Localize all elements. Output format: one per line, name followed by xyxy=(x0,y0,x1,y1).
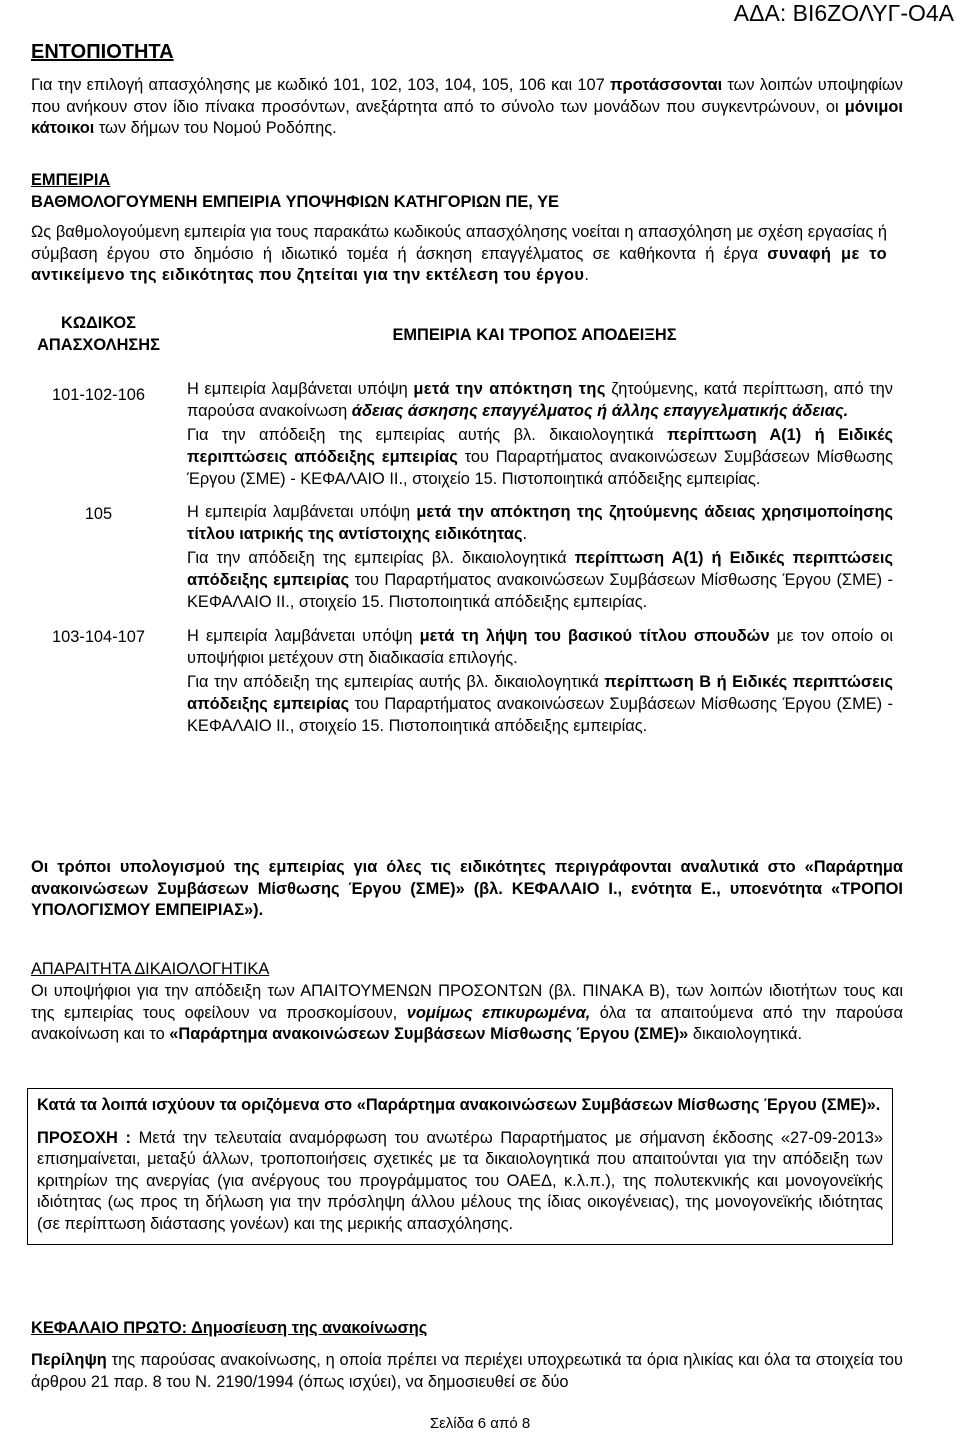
text-span-bold: μόνιμοι κάτοικοι xyxy=(31,97,903,138)
summary-paragraph: Οι τρόποι υπολογισμού της εμπειρίας για όλες τις ειδικότητες περιγράφονται αναλυτικά στο «Παράρτημα ανακοινώσεων Συμβάσεων Μίσθωσης Έργου (ΣΜΕ)» (βλ. ΚΕΦΑΛΑΙΟ Ι., ενότητα Ε., υποενότητα «ΤΡΟΠΟΙ ΥΠΟΛΟΓΙΣΜΟΥ ΕΜΠΕΙΡΙΑΣ»). xyxy=(31,858,903,920)
text-span: όλα τα απαιτούμενα από την παρούσα ανακοίνωση και το xyxy=(31,1003,903,1044)
row-description xyxy=(176,613,893,737)
text-span-bold: περίπτωση Β ή Ειδικές περιπτώσεις απόδειξης εμπειρίας xyxy=(187,673,894,713)
text-span-bold: περίπτωση Α(1) ή Ειδικές περιπτώσεις απόδειξης εμπειρίας xyxy=(187,426,893,466)
text-span-bold: μετά την απόκτηση της ζητούμενης άδειας χρησιμοποίησης τίτλου ιατρικής της αντίστοιχης ειδικότητας xyxy=(187,503,894,543)
text-span: του Παραρτήματος ανακοινώσεων Συμβάσεων Μίσθωσης Έργου (ΣΜΕ) - ΚΕΦΑΛΑΙΟ ΙΙ., στοιχείο 15. Πιστοποιητικά απόδειξης εμπειρίας. xyxy=(187,570,893,611)
table-row xyxy=(21,366,893,490)
column-header-code-label: ΚΩΔΙΚΟΣ ΑΠΑΣΧΟΛΗΣΗΣ xyxy=(37,314,160,354)
row-requirement xyxy=(187,379,893,422)
column-header-code xyxy=(21,313,176,366)
text-span-bold-italic: νομίμως επικυρωμένα, xyxy=(406,1003,591,1022)
text-span: Για την επιλογή απασχόλησης με κωδικό 101, 102, 103, 104, 105, 106 και 107 xyxy=(31,76,610,94)
table-row xyxy=(21,490,893,613)
text-span-bold: Περίληψη xyxy=(31,1351,107,1369)
row-requirement xyxy=(187,626,893,669)
text-span: ζητούμενης, κατά περίπτωση, από την παρούσα ανακοίνωση xyxy=(187,380,893,420)
empeiria-paragraph xyxy=(31,222,887,287)
text-span-bold: «Παράρτημα ανακοινώσεων Συμβάσεων Μίσθωσης Έργου (ΣΜΕ)» xyxy=(169,1025,689,1044)
column-header-desc xyxy=(176,313,893,366)
dikaiologitika-paragraph xyxy=(31,981,903,1046)
text-span-bold: μετά τη λήψη του βασικού τίτλου σπουδών xyxy=(419,627,770,646)
text-span: Η εμπειρία λαμβάνεται υπόψη xyxy=(187,380,414,399)
text-span: δικαιολογητικά. xyxy=(688,1025,803,1044)
notice-box xyxy=(27,1088,893,1245)
column-header-desc-label: ΕΜΠΕΙΡΙΑ ΚΑΙ ΤΡΟΠΟΣ ΑΠΟΔΕΙΞΗΣ xyxy=(392,326,677,344)
text-span: των δήμων του Νομού Ροδόπης. xyxy=(94,119,337,138)
text-span: Η εμπειρία λαμβάνεται υπόψη xyxy=(187,503,417,522)
row-code: 101-102-106 xyxy=(52,386,145,405)
text-span: . xyxy=(522,524,528,543)
text-span: Οι υποψήφιοι για την απόδειξη των ΑΠΑΙΤΟΥΜΕΝΩΝ ΠΡΟΣΟΝΤΩΝ (βλ. ΠΙΝΑΚΑ Β), των λοιπών ιδιοτήτων τους και της εμπειρίας τους οφείλουν να προσκομίσουν, xyxy=(31,982,903,1022)
row-code: 103-104-107 xyxy=(52,628,145,647)
text-span-bold: συναφή με το αντικείμενο της ειδικότητας που ζητείται για την εκτέλεση του έργου xyxy=(31,244,887,285)
text-span-bold: μετά την απόκτηση της xyxy=(413,380,606,399)
row-proof xyxy=(187,548,893,613)
text-span: Για την απόδειξη της εμπειρίας αυτής βλ. δικαιολογητικά xyxy=(187,426,668,445)
section-title-kefalaio: ΚΕΦΑΛΑΙΟ ΠΡΩΤΟ: Δημοσίευση της ανακοίνωσης xyxy=(31,1319,428,1337)
entopiotita-paragraph xyxy=(31,75,903,140)
text-span: του Παραρτήματος ανακοινώσεων Συμβάσεων Μίσθωσης Έργου (ΣΜΕ) - ΚΕΦΑΛΑΙΟ ΙΙ., στοιχείο 15. Πιστοποιητικά απόδειξης εμπειρίας. xyxy=(187,447,893,488)
section-title-entopiotita: ΕΝΤΟΠΙΟΤΗΤΑ xyxy=(31,41,174,63)
text-span: . xyxy=(584,266,589,285)
row-description xyxy=(176,366,893,490)
text-span-bold: προτάσσονται xyxy=(609,76,723,94)
ada-code: ΑΔΑ: ΒΙ6ΖΟΛΥΓ-Ο4Α xyxy=(733,0,954,26)
text-span: Για την απόδειξη της εμπειρίας βλ. δικαιολογητικά xyxy=(187,549,575,568)
text-span: Η εμπειρία λαμβάνεται υπόψη xyxy=(187,627,420,646)
row-proof xyxy=(187,672,893,737)
section-title-empeiria: ΕΜΠΕΙΡΙΑ xyxy=(31,171,111,189)
row-requirement xyxy=(187,502,893,545)
text-span: Μετά την τελευταία αναμόρφωση του ανωτέρω Παραρτήματος με σήμανση έκδοσης «27-09-2013» επισημαίνεται, μεταξύ άλλων, τροποποιήσεις σχετικές με τα δικαιολογητικά που απαιτούνται για την απόδειξη των κριτηρίων της ανεργίας (για ανέργους του προγράμματος του ΟΑΕΔ, κ.λ.π.), της πολυτεκνικής και μονογονεϊκής ιδιότητας (ως προς τη δήλωση για την πρόσληψη άλλου μέλους της ίδιας οικογένειας), της μονογονεϊκής ιδιότητας (σε περίπτωση διάστασης γονέων) και της μερικής απασχόλησης. xyxy=(37,1128,883,1233)
table-row xyxy=(21,613,893,737)
text-span: της παρούσας ανακοίνωσης, η οποία πρέπει να περιέχει υποχρεωτικά τα όρια ηλικίας και όλα τα στοιχεία του άρθρου 21 παρ. 8 του Ν. 2190/1994 (όπως ισχύει), να δημοσιευθεί σε δύο xyxy=(31,1351,903,1391)
text-span-bold: περίπτωση Α(1) ή Ειδικές περιπτώσεις απόδειξης εμπειρίας xyxy=(187,549,894,589)
text-span: του Παραρτήματος ανακοινώσεων Συμβάσεων Μίσθωσης Έργου (ΣΜΕ) - ΚΕΦΑΛΑΙΟ ΙΙ., στοιχείο 15. Πιστοποιητικά απόδειξης εμπειρίας. xyxy=(187,694,893,735)
section-title-dikaiologitika: ΑΠΑΡΑΙΤΗΤΑ ΔΙΚΑΙΟΛΟΓΗΤΙΚΑ xyxy=(31,960,270,978)
table-header-row xyxy=(21,313,893,366)
text-span: με τον οποίο οι υποψήφιοι μετέχουν στη διαδικασία επιλογής. xyxy=(187,627,893,667)
notice-attention xyxy=(37,1128,883,1236)
row-description xyxy=(176,490,893,613)
notice-general: Κατά τα λοιπά ισχύουν τα οριζόμενα στο «Παράρτημα ανακοινώσεων Συμβάσεων Μίσθωσης Έργου (ΣΜΕ)». xyxy=(37,1096,881,1114)
row-proof xyxy=(187,425,893,490)
text-span: Για την απόδειξη της εμπειρίας αυτής βλ. δικαιολογητικά xyxy=(187,673,605,692)
row-code: 105 xyxy=(84,505,113,524)
text-span-bold-italic: άδειας άσκησης επαγγέλματος ή άλλης επαγγελματικής άδειας. xyxy=(351,401,849,420)
page-number: Σελίδα 6 από 8 xyxy=(429,1415,531,1432)
section-subtitle-empeiria: ΒΑΘΜΟΛΟΓΟΥΜΕΝΗ ΕΜΠΕΙΡΙΑ ΥΠΟΨΗΦΙΩΝ ΚΑΤΗΓΟΡΙΩΝ ΠΕ, ΥΕ xyxy=(31,193,559,211)
text-span: Ως βαθμολογούμενη εμπειρία για τους παρακάτω κωδικούς απασχόλησης νοείται η απασχόληση με σχέση εργασίας ή σύμβαση έργου στο δημόσιο ή ιδιωτικό τομέα ή άσκηση επαγγέλματος σε καθήκοντα ή έργα xyxy=(31,223,887,263)
text-span: των λοιπών υποψηφίων που ανήκουν στον ίδιο πίνακα προσόντων, ανεξάρτητα από το σύνολο των μονάδων που συγκεντρώνουν, οι xyxy=(31,76,903,116)
experience-table xyxy=(21,313,893,737)
attention-label: ΠΡΟΣΟΧΗ : xyxy=(37,1128,131,1147)
kefalaio-paragraph xyxy=(31,1350,903,1393)
